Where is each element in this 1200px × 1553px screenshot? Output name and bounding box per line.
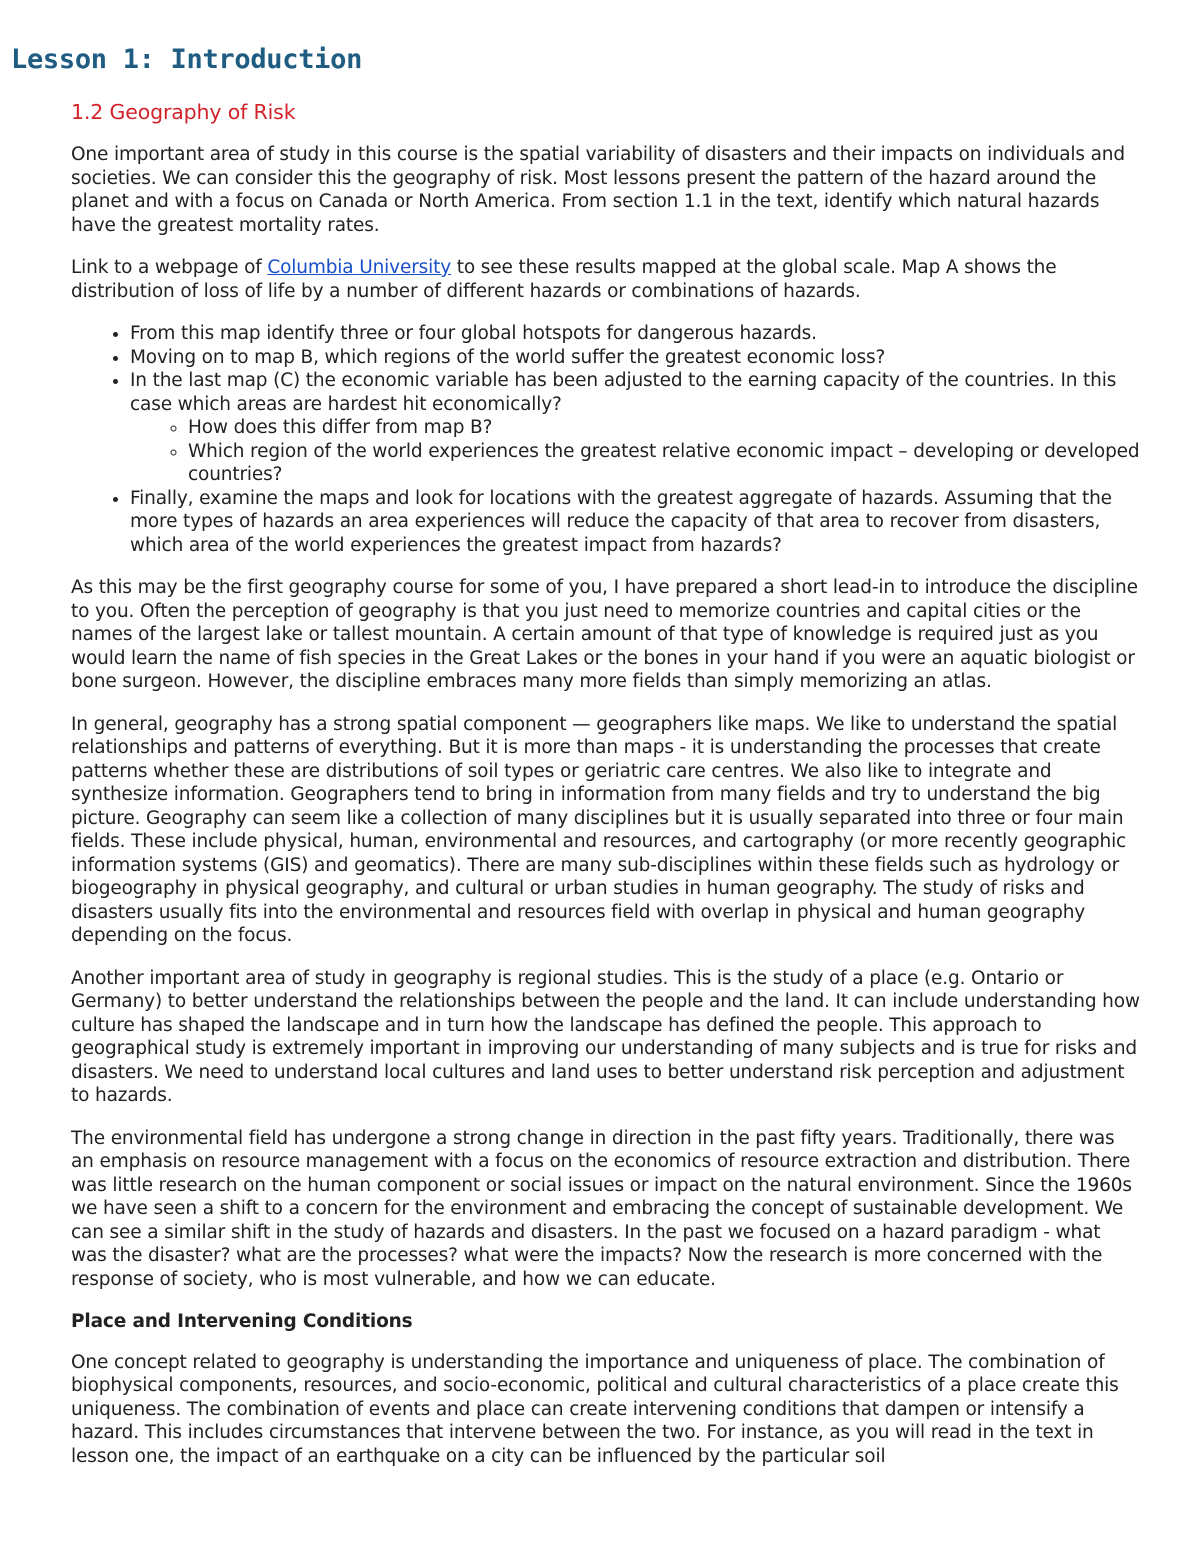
link-paragraph-before: Link to a webpage of [71, 257, 268, 278]
subheading-place-and-intervening-conditions: Place and Intervening Conditions [71, 1311, 413, 1332]
sub-question-item: ◦ How does this differ from map B? [188, 416, 1141, 440]
body-paragraph: As this may be the first geography course for some of you, I have prepared a short lead-in to introduce the discipline to you. Often the perception of geography is that you just need to memorize countries and capital cities or the names of the largest lake or tallest mountain. A certain amount of that type of knowledge is required just as you would learn the name of fish species in the Great Lakes or the bones in your hand if you were an aquatic biologist or bone surgeon. However, the discipline embraces many more fields than simply memorizing an atlas. [71, 577, 1138, 692]
intro-paragraph: One important area of study in this course is the spatial variability of disasters and their impacts on individuals and societies. We can consider this the geography of risk. Most lessons present the pattern of the hazard around the planet and with a focus on Canada or North America. From section 1.1 in the text, identify which natural hazards have the greatest mortality rates. [71, 144, 1125, 236]
final-paragraph: One concept related to geography is understanding the importance and uniqueness of place. The combination of biophysical components, resources, and socio-economic, political and cultural characteristics of a place create this uniqueness. The combination of events and place can create intervening conditions that dampen or intensify a hazard. This includes circumstances that intervene between the two. For instance, as you will read in the text in lesson one, the impact of an earthquake on a city can be influenced by the particular soil [71, 1351, 1119, 1467]
question-item [130, 369, 1141, 487]
link-paragraph-after: to see these results mapped at the global scale. Map A shows the distribution of loss of life by a number of different hazards or combinations of hazards. [71, 257, 1057, 302]
question-list [71, 322, 1141, 557]
link-paragraph [71, 256, 1141, 303]
body-paragraph: Another important area of study in geography is regional studies. This is the study of a place (e.g. Ontario or Germany) to better understand the relationships between the people and the land. It can include understanding how culture has shaped the landscape and in turn how the landscape has defined the people. This approach to geographical study is extremely important in improving our understanding of many subjects and is true for risks and disasters. We need to understand local cultures and land uses to better understand risk perception and adjustment to hazards. [71, 967, 1140, 1106]
question-item-text: In the last map (C) the economic variable has been adjusted to the earning capacity of the countries. In this case which areas are hardest hit economically? [130, 370, 1117, 415]
sub-question-list [130, 416, 1141, 487]
body-paragraph: The environmental field has undergone a strong change in direction in the past fifty years. Traditionally, there was an emphasis on resource management with a focus on the economics of resource extraction and distribution. There was little research on the human component or social issues or impact on the natural environment. Since the 1960s we have seen a shift to a concern for the environment and embracing the concept of sustainable development. We can see a similar shift in the study of hazards and disasters. In the past we focused on a hazard paradigm - what was the disaster? what are the processes? what were the impacts? Now the research is more concerned with the response of society, who is most vulnerable, and how we can educate. [71, 1127, 1132, 1290]
columbia-university-link[interactable]: Columbia University [267, 257, 452, 278]
sub-question-item: ◦ Which region of the world experiences the greatest relative economic impact – developing or developed countries? [188, 440, 1141, 487]
question-item: • Moving on to map B, which regions of the world suffer the greatest economic loss? [130, 346, 1141, 370]
lesson-title: Lesson 1: Introduction [11, 44, 363, 75]
section-title: 1.2 Geography of Risk [71, 100, 296, 124]
lesson-content [71, 98, 1141, 1487]
question-item: • From this map identify three or four global hotspots for dangerous hazards. [130, 322, 1141, 346]
question-item: • Finally, examine the maps and look for locations with the greatest aggregate of hazards. Assuming that the more types of hazards an area experiences will reduce the capacity of that area to recover from disasters, which area of the world experiences the greatest impact from hazards? [130, 487, 1141, 558]
body-paragraph: In general, geography has a strong spatial component — geographers like maps. We like to understand the spatial relationships and patterns of everything. But it is more than maps - it is understanding the processes that create patterns whether these are distributions of soil types or geriatric care centres. We also like to integrate and synthesize information. Geographers tend to bring in information from many fields and try to understand the big picture. Geography can seem like a collection of many disciplines but it is usually separated into three or four main fields. These include physical, human, environmental and resources, and cartography (or more recently geographic information systems (GIS) and geomatics). There are many sub-disciplines within these fields such as hydrology or biogeography in physical geography, and cultural or urban studies in human geography. The study of risks and disasters usually fits into the environmental and resources field with overlap in physical and human geography depending on the focus. [71, 713, 1127, 946]
